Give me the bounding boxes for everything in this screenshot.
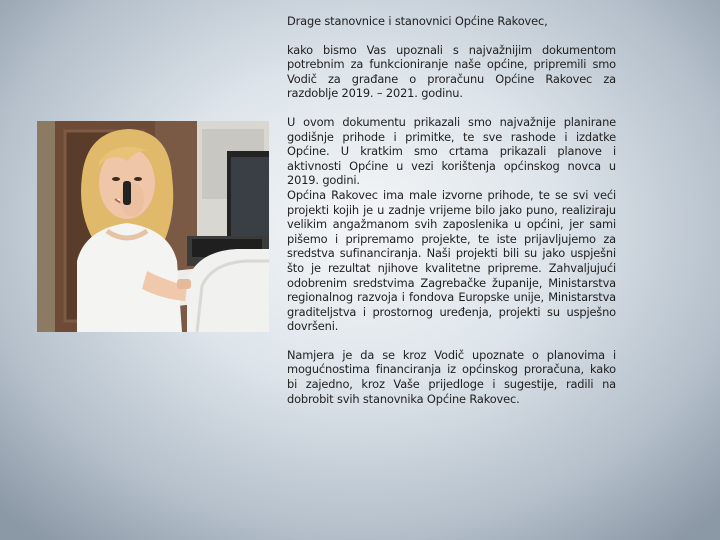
- mayor-photo: [37, 121, 269, 332]
- intro-letter: [287, 14, 616, 406]
- paragraph-projects: Općina Rakovec ima male izvorne prihode, te se svi veći projekti kojih je u zadnje vrijeme bilo jako puno, realiziraju velikim angažmanom svih zaposlenika u općini, jer sami pišemo i pripremamo projekte, te iste prijavljujemo za sredstva sufinanciranja. Naši projekti bili su jako uspješni što je rezultat njihove kvalitetne pripreme. Zahvaljujući odobrenim sredstvima Zagrebačke županije, Ministarstva regionalnog razvoja i fondova Europske unije, Ministarstva graditeljstva i prostornog uređenja, projekti su uspješno dovršeni.: [287, 187, 616, 334]
- paragraph-purpose: Namjera je da se kroz Vodič upoznate o planovima i mogućnostima financiranja iz općinskog proračuna, kako bi zajedno, kroz Vaše prijedloge i sugestije, radili na dobrobit svih stanovnika Općine Rakovec.: [287, 347, 616, 406]
- office-portrait-image: [37, 121, 269, 332]
- paragraph-document-overview: U ovom dokumentu prikazali smo najvažnije planirane godišnje prihode i primitke, te sve rashode i izdatke Općine. U kratkim smo crtama prikazali planove i aktivnosti Općine u vezi korištenja općinskog novca u 2019. godini.: [287, 114, 616, 188]
- greeting-line: Drage stanovnice i stanovnici Općine Rakovec,: [287, 14, 548, 28]
- paragraph-intro: kako bismo Vas upoznali s najvažnijim dokumentom potrebnim za funkcioniranje naše općine, pripremili smo Vodič za građane o proračunu Općine Rakovec za razdoblje 2019. – 2021. godinu.: [287, 42, 616, 101]
